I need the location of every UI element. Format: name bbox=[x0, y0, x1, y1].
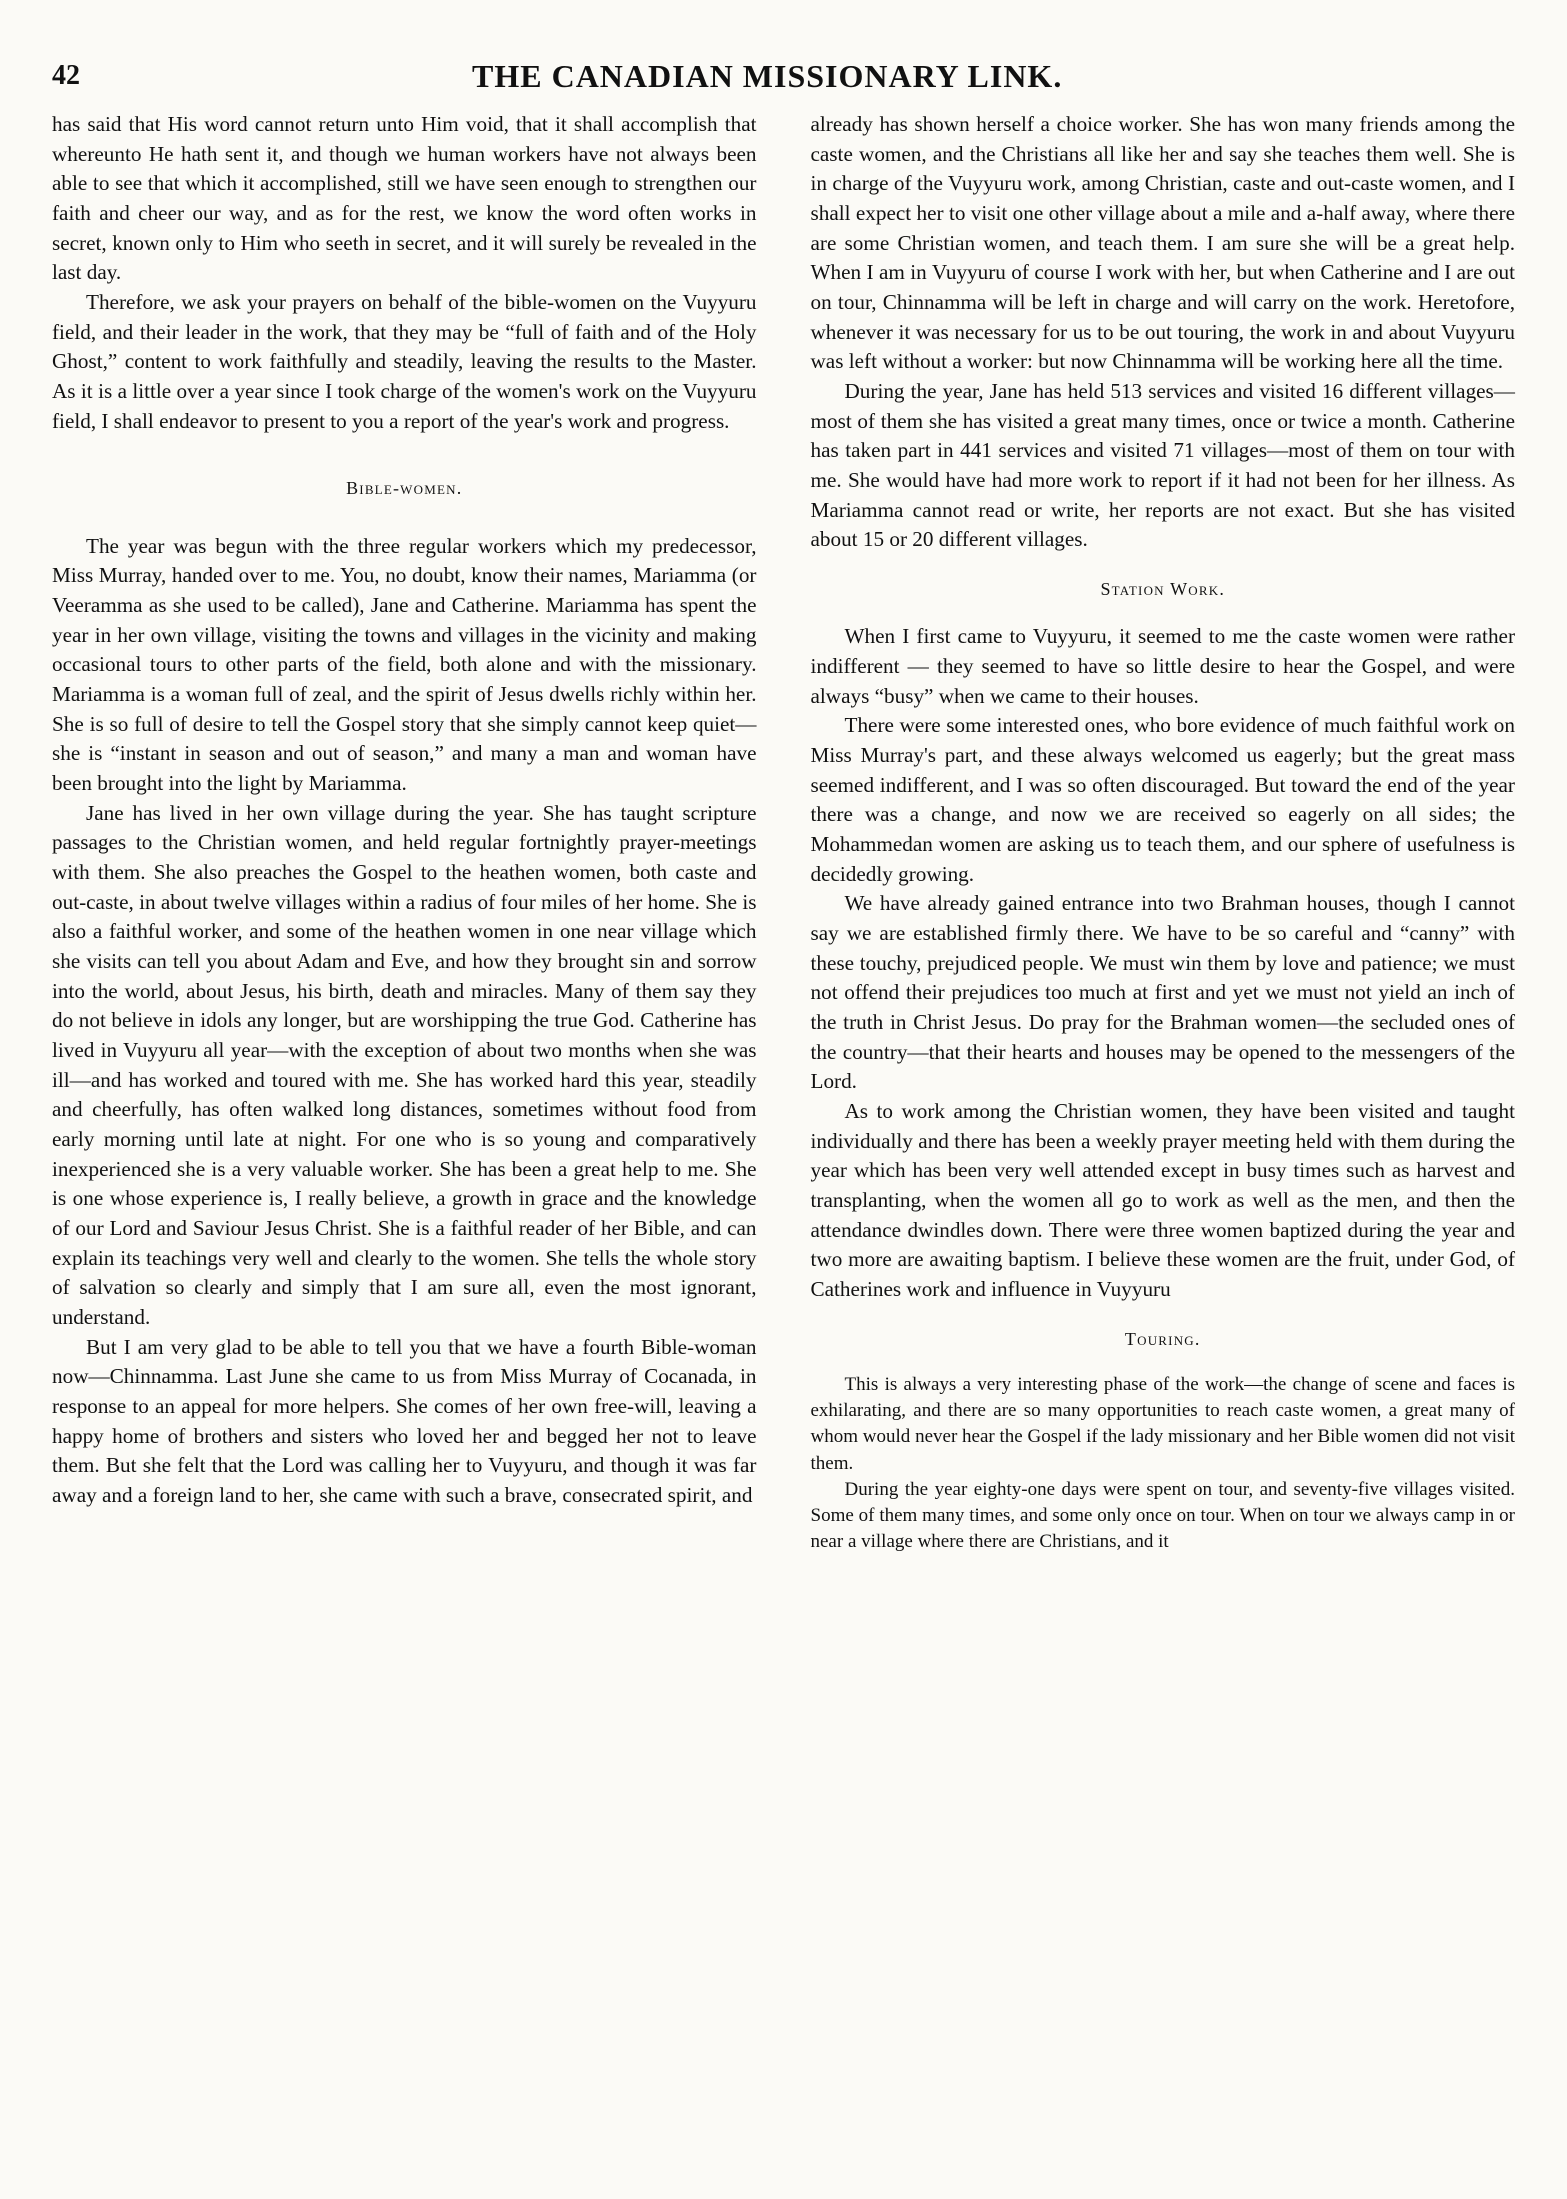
paragraph: As to work among the Christian women, they have been visited and taught individually and there has been a weekly prayer meeting held with them during the year which has been very well attended except in busy times such as harvest and transplanting, when the women all go to work as well as the men, and then the attendance dwindles down. There were three women baptized during the year and two more are awaiting baptism. I believe these women are the fruit, under God, of Catherines work and influence in Vuyyuru bbox=[810, 1099, 1515, 1302]
paragraph: But I am very glad to be able to tell you that we have a fourth Bible-woman now—Chinnamma. Last June she came to us from Miss Murray of Cocanada, in response to an appeal for more helpers. She comes of her own free-will, leaving a happy home of brothers and sisters who loved her and begged her not to leave them. But she felt that the Lord was calling her to Vuyyuru, and though it was far away and a foreign land to her, she came with such a brave, consecrated spirit, and bbox=[52, 1334, 757, 1508]
paragraph: There were some interested ones, who bore evidence of much faithful work on Miss Murray's part, and these always welcomed us eagerly; but the great mass seemed indifferent, and I was so often discouraged. But toward the end of the year there was a change, and now we are received so eagerly on all sides; the Mohammedan women are asking us to teach them, and our sphere of usefulness is decidedly growing. bbox=[810, 713, 1515, 886]
section-heading-bible-women: Bible-women. bbox=[346, 478, 463, 499]
paragraph: already has shown herself a choice worker. She has won many friends among the caste women, and the Christians all like her and say she teaches them well. She is in charge of the Vuyyuru work, among Christian, caste and out-caste women, and I shall expect her to visit one other village about a mile and a-half away, where there are some Christian women, and teach them. I am sure she will be a great help. When I am in Vuyyuru of course I work with her, but when Catherine and I are out on tour, Chinnamma will be left in charge and will carry on the work. Heretofore, whenever it was necessary for us to be out touring, the work in and about Vuyyuru was left without a worker: but now Chinnamma will be working here all the time. bbox=[810, 112, 1515, 374]
paragraph: Jane has lived in her own village during the year. She has taught scripture passages to the Christian women, and held regular fortnightly prayer-meetings with them. She also preaches the Gospel to the heathen women, both caste and out-caste, in about twelve villages within a radius of four miles of her home. She is also a faithful worker, and some of the heathen women in one near village which she visits can tell you about Adam and Eve, and how they brought sin and sorrow into the world, about Jesus, his birth, death and miracles. Many of them say they do not believe in idols any longer, but are worshipping the true God. Catherine has lived in Vuyyuru all year—with the exception of about two months when she was ill—and has worked and toured with me. She has worked hard this year, steadily and cheerfully, has often walked long distances, sometimes without food from early morning until late at night. For one who is so young and comparatively inexperienced she is a very valuable worker. She has been a great help to me. She is one whose experience is, I really believe, a growth in grace and the knowledge of our Lord and Saviour Jesus Christ. She is a faithful reader of her Bible, and can explain its teachings very well and clearly to the women. She tells the whole story of salvation so clearly and simply that I am sure all, even the most ignorant, understand. bbox=[52, 800, 757, 1330]
paragraph: Therefore, we ask your prayers on behalf of the bible-women on the Vuyyuru field, and their leader in the work, that they may be “full of faith and of the Holy Ghost,” content to work faithfully and steadily, leaving the results to the Master. As it is a little over a year since I took charge of the women's work on the Vuyyuru field, I shall endeavor to present to you a report of the year's work and progress. bbox=[52, 290, 757, 433]
text-columns bbox=[52, 110, 1515, 1555]
paragraph: has said that His word cannot return unto Him void, that it shall accomplish that whereunto He hath sent it, and though we human workers have not always been able to see that which it accomplished, still we have seen enough to strengthen our faith and cheer our way, and as for the rest, we know the word often works in secret, known only to Him who seeth in secret, and it will surely be revealed in the last day. bbox=[52, 112, 757, 285]
paragraph: We have already gained entrance into two Brahman houses, though I cannot say we are established firmly there. We have to be so careful and “canny” with these touchy, prejudiced people. We must win them by love and patience; we must not offend their prejudices too much at first and yet we must not yield an inch of the truth in Christ Jesus. Do pray for the Brahman women—the secluded ones of the country—that their hearts and houses may be opened to the messengers of the Lord. bbox=[810, 891, 1515, 1094]
running-title: THE CANADIAN MISSIONARY LINK. bbox=[472, 58, 1063, 94]
right-column bbox=[811, 110, 1516, 1555]
section-heading-touring: Touring. bbox=[1124, 1328, 1201, 1349]
paragraph: This is always a very interesting phase of the work—the change of scene and faces is exhilarating, and there are so many opportunities to reach caste women, a great many of whom would never hear the Gospel if the lady missionary and her Bible women did not visit them. bbox=[810, 1373, 1515, 1474]
page-number: 42 bbox=[52, 60, 80, 91]
paragraph: When I first came to Vuyyuru, it seemed to me the caste women were rather indifferent — they seemed to have so little desire to hear the Gospel, and were always “busy” when we came to their houses. bbox=[810, 624, 1515, 708]
page-header bbox=[52, 58, 1515, 102]
section-heading-station-work: Station Work. bbox=[1100, 579, 1226, 600]
left-column bbox=[52, 110, 757, 1555]
paragraph: During the year, Jane has held 513 services and visited 16 different villages—most of them she has visited a great many times, once or twice a month. Catherine has taken part in 441 services and visited 71 villages—most of them on tour with me. She would have had more work to report if it had not been for her illness. As Mariamma cannot read or write, her reports are not exact. But she has visited about 15 or 20 different villages. bbox=[810, 379, 1515, 552]
paragraph: The year was begun with the three regular workers which my predecessor, Miss Murray, handed over to me. You, no doubt, know their names, Mariamma (or Veeramma as she used to be called), Jane and Catherine. Mariamma has spent the year in her own village, visiting the towns and villages in the vicinity and making occasional tours to other parts of the field, both alone and with the missionary. Mariamma is a woman full of zeal, and the spirit of Jesus dwells richly within her. She is so full of desire to tell the Gospel story that she simply cannot keep quiet—she is “instant in season and out of season,” and many a man and woman have been brought into the light by Mariamma. bbox=[52, 533, 757, 795]
paragraph: During the year eighty-one days were spent on tour, and seventy-five villages visited. Some of them many times, and some only once on tour. When on tour we always camp in or near a village where there are Christians, and it bbox=[810, 1478, 1515, 1553]
